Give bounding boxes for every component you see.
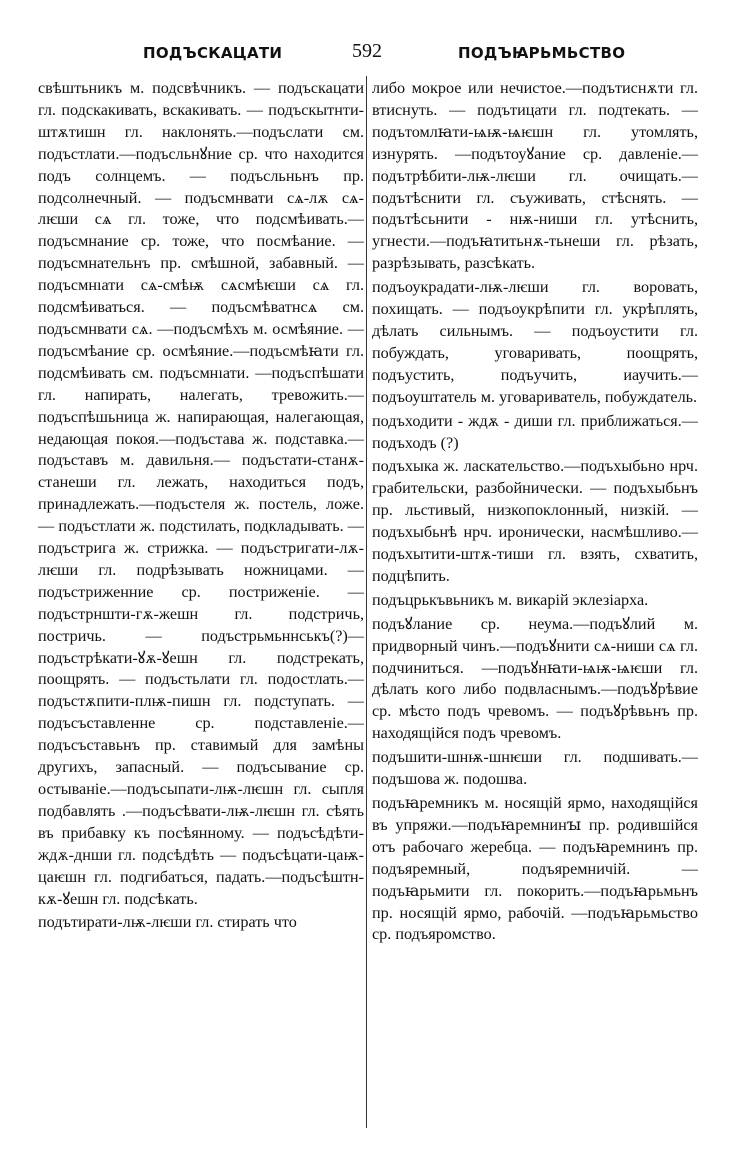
dictionary-entry: либо мокрое или нечистое.—подътиснѫти гл. втиснуть. — подътицати гл. подтекать. — подътомлꙗти-ѩѭ-ѩѥшн гл. утомлять, изнурять. —подътоуꙋание ср. давленіе.—подътрѣбити-лѭ-лѥши гл. очищать.— подътѣснити гл. съуживать, стѣснять. — подътѣсьнити - нѭ-ниши гл. утѣснить, угнести.—подъꙗтитьнѫ-тьнеши гл. рѣзать, разрѣзывать, разсѣкать.	[372, 79, 698, 273]
column-divider	[366, 76, 367, 1128]
left-column	[38, 78, 364, 934]
dictionary-entry: подъꙋлание ср. неума.—подъꙋлий м. придворный чинъ.—подъꙋнити сѧ-ниши сѧ гл. подчиниться. —подъꙋнꙗти-ѩѭ-ѩѥши гл. дѣлать кого либо подвласнымъ.—подъꙋрѣвие ср. мѣсто подъ чревомъ. — подъꙋрѣвьнъ пр. находящійся подъ чревомъ.	[372, 614, 698, 743]
dictionary-entry: подъшити-шнѭ-шнѥши гл. подшивать.—подъшова ж. подошва.	[372, 748, 698, 789]
right-running-head: ПОДЪꙖРЬМЬСТВО	[458, 44, 626, 62]
dictionary-entry: подъцрькъвьникъ м. викарій эклезіарха.	[372, 590, 649, 609]
left-running-head: ПОДЪСКАЦАТИ	[143, 44, 283, 62]
dictionary-entry: свѣштьникъ м. подсвѣчникъ. — подъскацати гл. подскакивать, вскакивать. — подъскытнти-штѫтишн гл. наклонять.—подъслати см. подъстлати.—подъсльнꙋние ср. что находится подъ солнцемъ. — подъсльньнъ пр. подсолнечный. — подъсмнвати сѧ-лѫ сѧ-лѥши сѧ гл. тоже, что подсмѣивать.—подъсмнание ср. тоже, что посмѣание. — подъсмнательнъ пр. смѣшной, забавный. — подъсмнıати сѧ-смѣѭ сѧсмѣѥши сѧ гл. подсмѣиваться. — подъсмѣватнсѧ см. подъсмнвати сѧ. —подъсмѣхъ м. осмѣяние. — подъсмѣание ср. осмѣяние.—подъсмѣꙗти гл. подсмѣивать см. подъсмнıати. —подъспѣшати гл. напирать, налегать, тревожить.—подъспѣшьница ж. напирающая, налегающая, недающая покоя.—подъстава ж. подставка.—подъставъ м. давильня.— подъстати-станѫ-станеши гл. лежать, находиться подъ, принадлежать.—подъстеля ж. постель, ложе. — подъстлати ж. подстилать, подкладывать. — подъстрига ж. стрижка. — подъстригати-лѫ-лѥши гл. подрѣзывать ножницами. — подъстриженние ср. постриженіе. — подъстрншти-гѫ-жешн гл. подстричь, постричь. — подъстрьмьннськъ(?)—подъстрѣкати-ꙋѫ-ꙋешн гл. подстрекать, поощрять. — подъстьлати гл. подостлать.—подъстѫпити-плѭ-пишн гл. подступать. —подъсъставленне ср. подставленіе.—подъсъставьнъ пр. ставимый для замѣны другихъ, запасный. — подъсывание ср. остываніе.—подъсыпати-лѭ-лѥшн гл. сыпля подбавлять .—подъсѣвати-лѭ-лѥшн гл. сѣять въ прибавку къ посѣянному. — подъсѣдѣти-ждѫ-днши гл. подсѣдѣть — подъсѣцати-цаѭ-цаѥшн гл. подгибаться, падать.—подъсѣштн-кѫ-ꙋешн гл. подсѣкать.	[38, 79, 364, 908]
dictionary-entry: подъхыка ж. ласкательство.—подъхыбьно нрч. грабительски, разбойнически. — подъхыбьнъ пр. льстивый, низкопоклонный, низкій. — подъхыбьнѣ нрч. иронически, насмѣшливо.—подъхытити-штѫ-тиши гл. взять, схватить, подцѣпить.	[372, 457, 698, 585]
dictionary-entry: подъоукрадати-лѭ-лѥши гл. воровать, похищать. — подъоукрѣпити гл. укрѣплять, дѣлать сильнымъ. — подъоустити гл. побуждать, уговаривать, поощрять, подъустить, подъучить, иаучить.—подъоуштатель м. уговариватель, побуждатель.	[372, 278, 698, 406]
right-column	[372, 78, 698, 946]
dictionary-entry: подъꙗремникъ м. носящій ярмо, находящійся въ упряжи.—подъꙗремнинꙑ пр. родившійся отъ рабочаго жеребца. — подъꙗремнинъ пр. подъяремный, подъяремничій. — подъꙗрьмити гл. покорить.—подъꙗрьмьнъ пр. носящій ярмо, рабочій. —подъꙗрьмьство ср. подъяромство.	[372, 794, 698, 944]
page-number: 592	[352, 40, 382, 62]
dictionary-entry: подъходити - ждѫ - диши гл. приближаться.—подъходъ (?)	[372, 411, 698, 452]
dictionary-entry: подътирати-лѭ-лѥши гл. стирать что	[38, 913, 297, 932]
page-header	[38, 36, 694, 66]
